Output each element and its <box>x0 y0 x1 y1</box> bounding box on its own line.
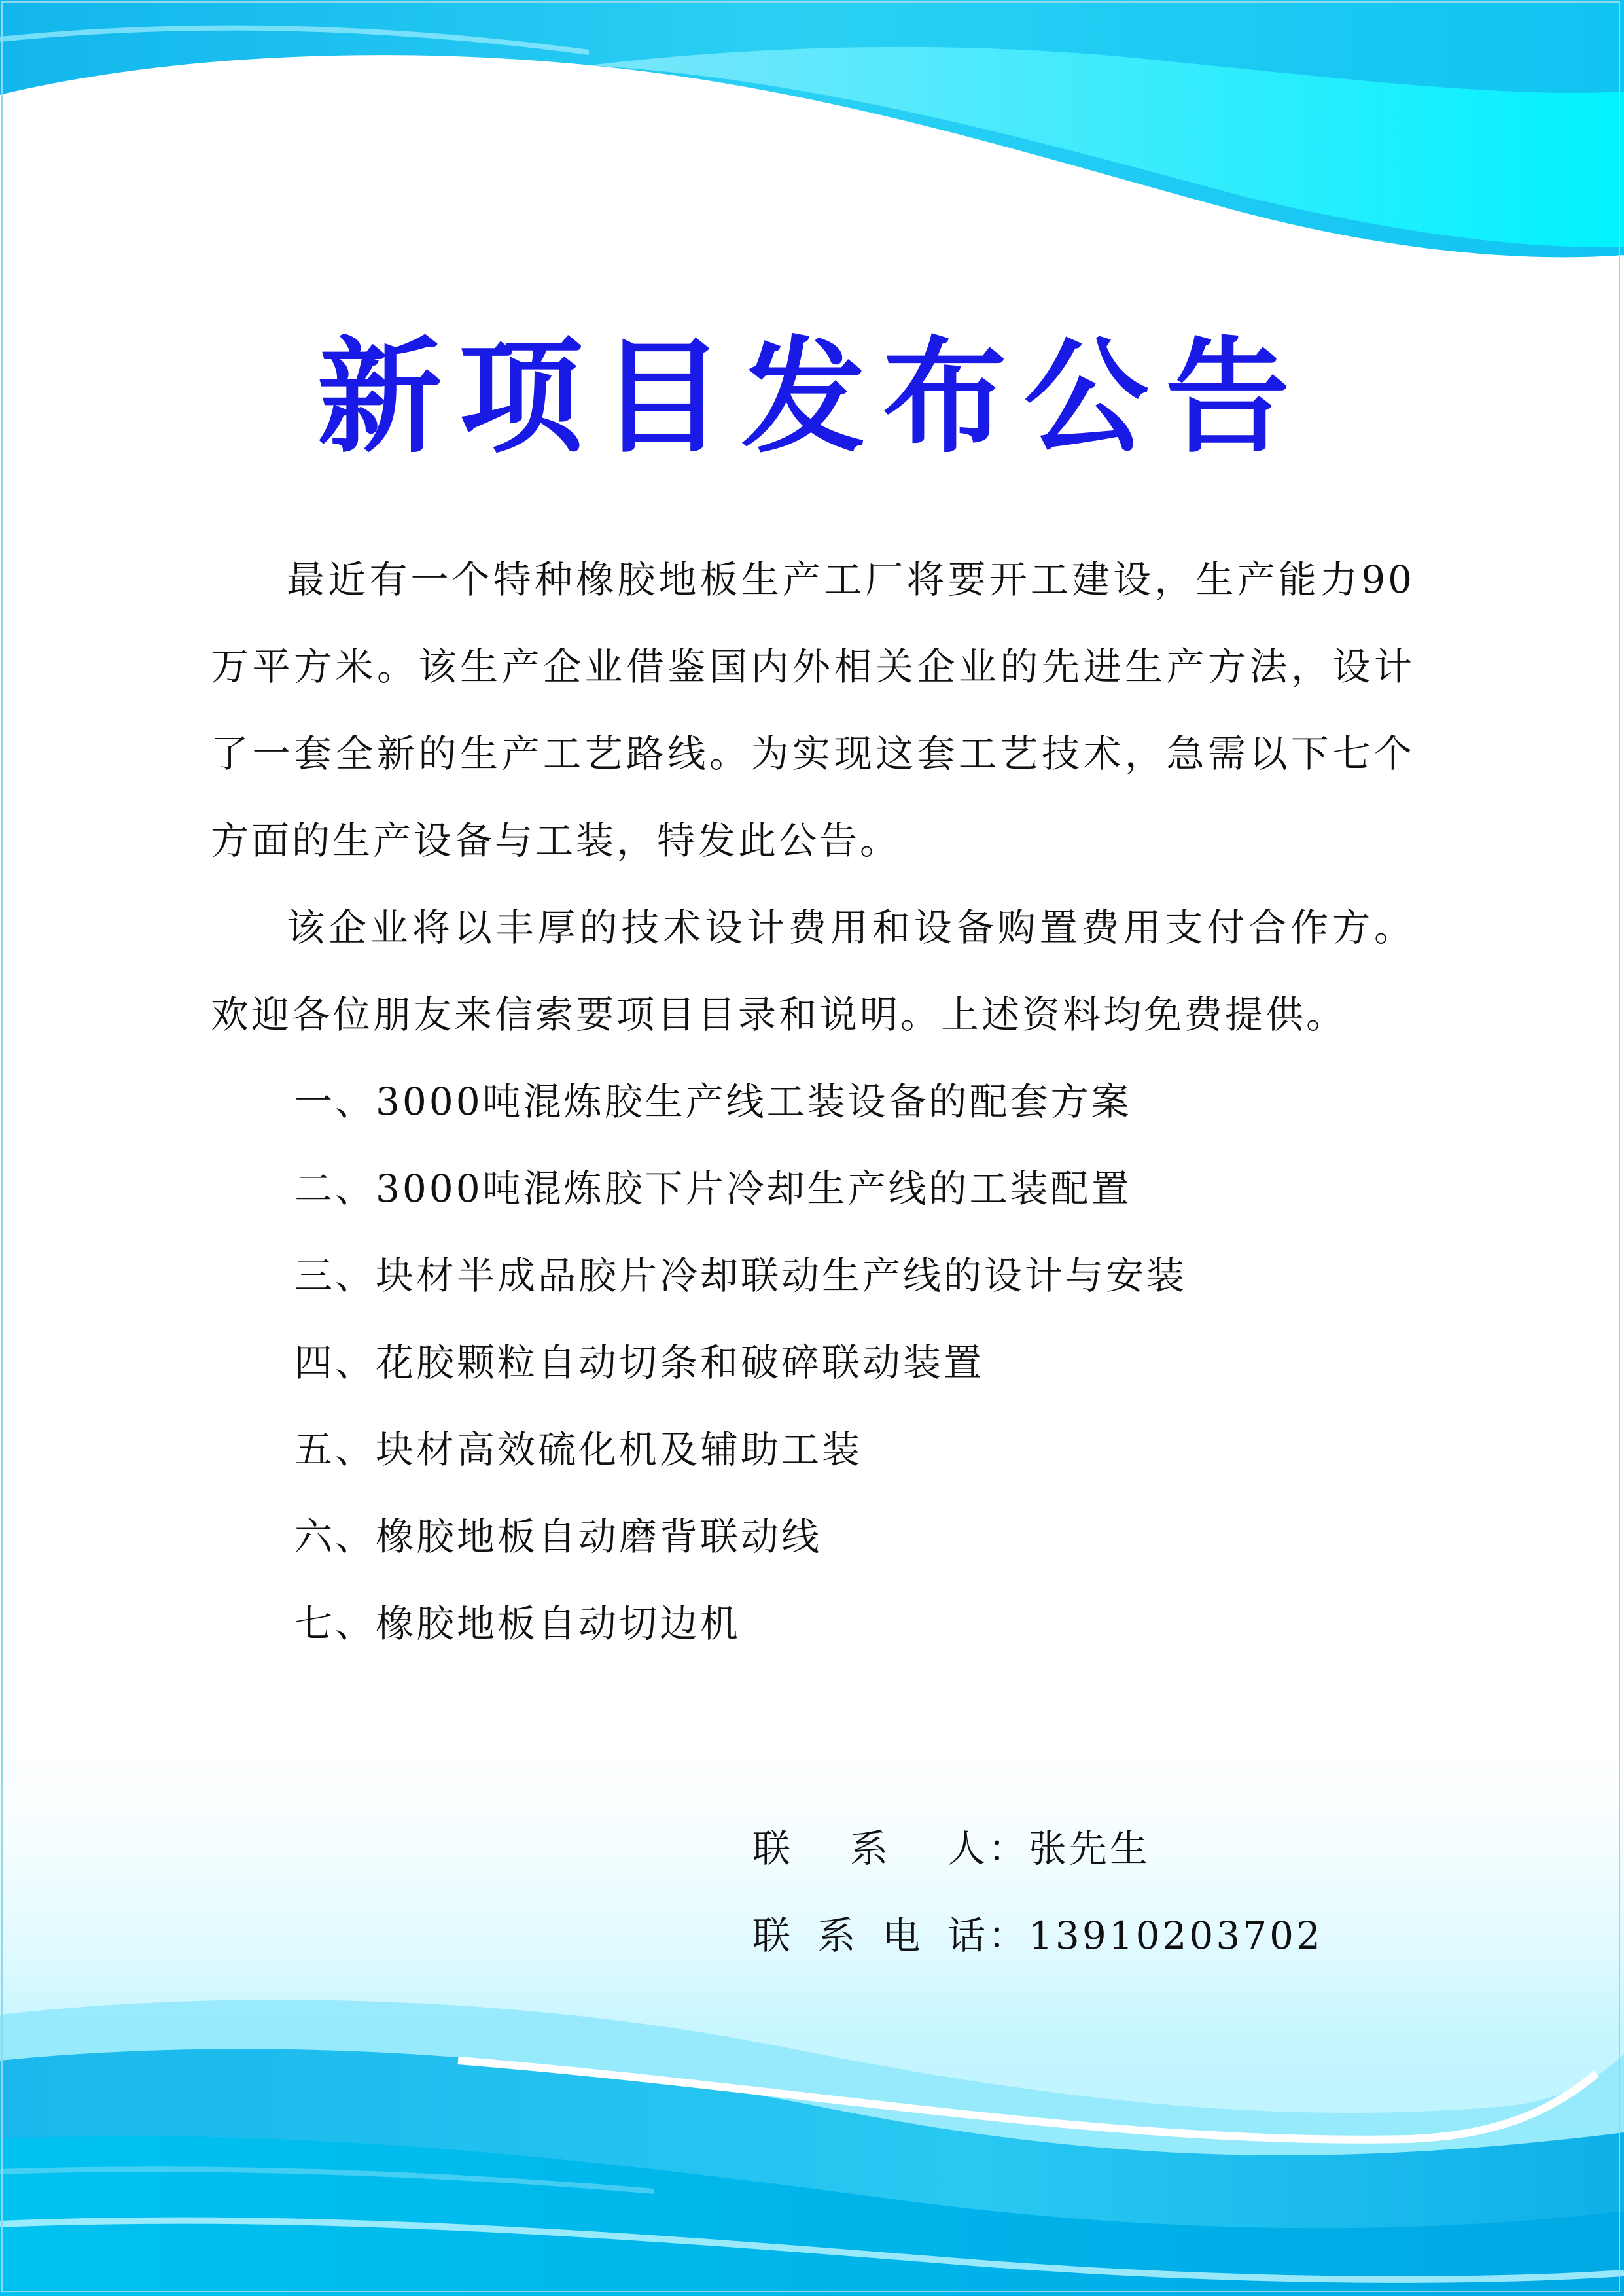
intro-paragraph: 最近有一个特种橡胶地板生产工厂将要开工建设，生产能力90万平方米。该生产企业借鉴国内外相关企业的先进生产方法，设计了一套全新的生产工艺路线。为实现这套工艺技术，急需以下七个方面的生产设备与工装，特发此公告。 <box>211 557 1415 863</box>
list-item: 四、花胶颗粒自动切条和破碎联动装置 <box>294 1340 985 1385</box>
list-item: 六、橡胶地板自动磨背联动线 <box>294 1514 822 1559</box>
list-item: 三、块材半成品胶片冷却联动生产线的设计与安装 <box>294 1253 1188 1298</box>
offer-paragraph: 该企业将以丰厚的技术设计费用和设备购置费用支付合作方。欢迎各位朋友来信索要项目目录和说明。上述资料均免费提供。 <box>211 905 1415 1037</box>
notice-body <box>211 536 1415 1667</box>
list-item: 一、3000吨混炼胶生产线工装设备的配套方案 <box>294 1079 1132 1124</box>
contact-block <box>752 1805 1323 1979</box>
contact-phone-value[interactable]: 13910203702 <box>1029 1913 1323 1958</box>
bottom-wave-decoration <box>0 1975 1624 2296</box>
contact-person-label: 联系人 <box>752 1826 988 1871</box>
contact-phone-label: 联系电话 <box>752 1913 988 1958</box>
notice-title: 新项目发布公告 <box>317 325 1307 470</box>
contact-phone-row: 联系电话：13910203702 <box>752 1892 1323 1979</box>
list-item: 七、橡胶地板自动切边机 <box>294 1601 741 1646</box>
project-list <box>211 1058 1415 1667</box>
contact-person-row: 联系人：张先生 <box>752 1805 1323 1892</box>
top-wave-decoration <box>0 0 1624 275</box>
contact-person-value: 张先生 <box>1029 1826 1151 1871</box>
list-item: 二、3000吨混炼胶下片冷却生产线的工装配置 <box>294 1166 1132 1211</box>
list-item: 五、块材高效硫化机及辅助工装 <box>294 1427 863 1472</box>
